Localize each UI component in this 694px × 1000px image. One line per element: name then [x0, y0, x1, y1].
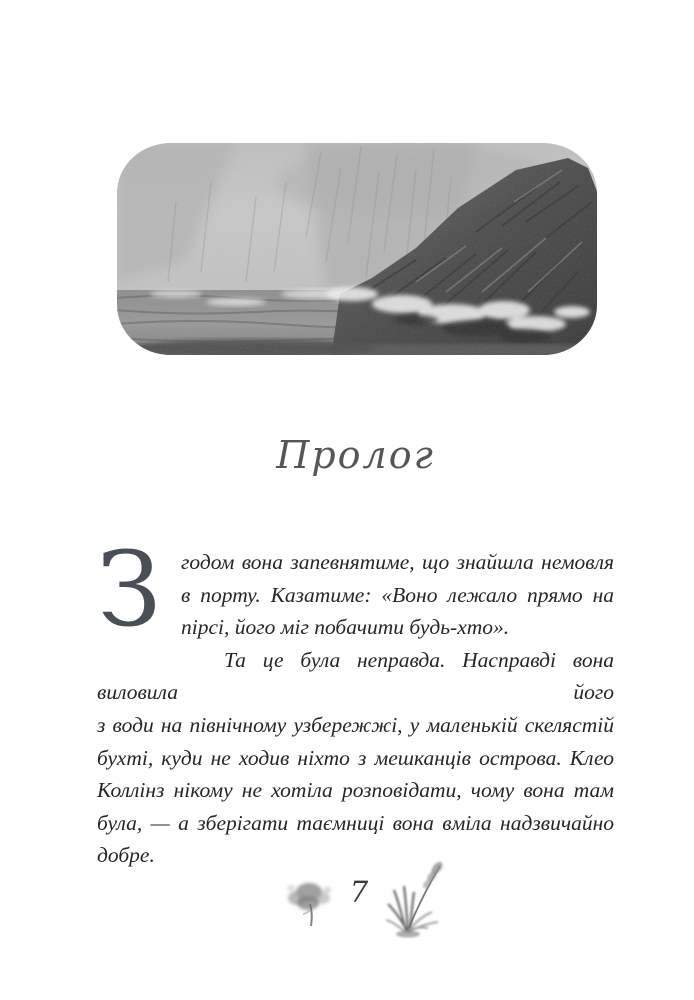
paragraph2-line: була, — а зберігати таємниці вона вміла надзвичайно [97, 810, 614, 835]
paragraph2-line: бухті, куди не ходив ніхто з мешканців острова. Клео [97, 745, 614, 770]
body-text [97, 530, 614, 872]
chapter-title: Пролог [276, 433, 435, 477]
paragraph2-line: добре. [97, 843, 155, 868]
paragraph1-line: пірсі, його міг побачити будь-хто». [181, 615, 510, 640]
page-number: 7 [349, 875, 369, 909]
flower-tuft-icon [283, 874, 337, 934]
paragraph1-line: годом вона запевнятиме, що знайшла немовля [181, 550, 614, 574]
paragraph2-line: Та це була неправда. Насправді вона виловила його [97, 647, 614, 705]
dropcap-letter: З [97, 530, 162, 650]
paragraph2-line: з води на північному узбережжі, у маленькій скелястій [97, 712, 614, 737]
paragraph1-line: в порту. Казатиме: «Воно лежало прямо на [181, 582, 614, 607]
stormy-sea-cliff-illustration [116, 142, 598, 358]
paragraph2-line: Коллінз нікому не хотіла розповідати, чому вона там [97, 778, 614, 803]
